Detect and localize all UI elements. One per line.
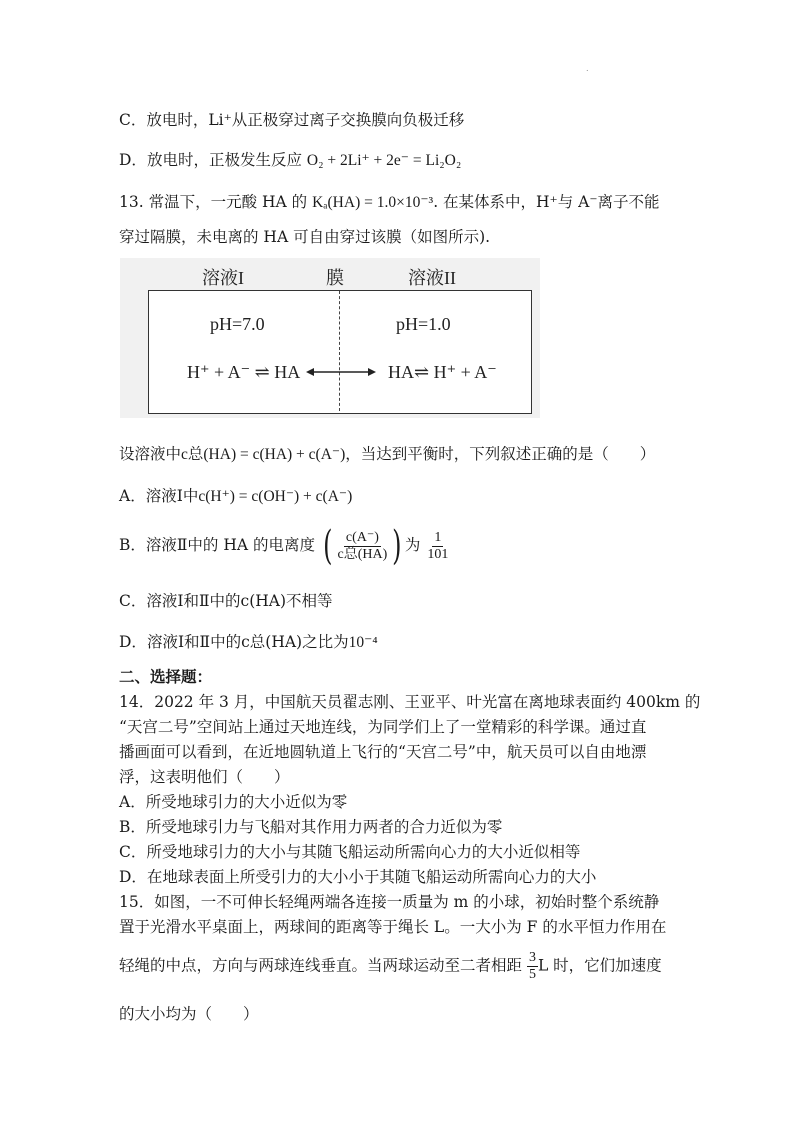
solution-1-title: 溶液I <box>202 268 244 288</box>
membrane-title: 膜 <box>326 268 344 288</box>
q12-option-d-text: 放电时，正极发生反应 <box>146 151 302 169</box>
q13-option-c <box>119 589 333 611</box>
corner-mark: . <box>586 64 589 73</box>
ionization-degree-fraction: ( $\frac{c(A^-)}{\text{c总(HA)}}$ ) <box>323 523 402 569</box>
q13-ka-formula: Kₐ(HA) = 1.0×10⁻³ <box>312 194 434 211</box>
q13-option-c-label: C． <box>119 592 147 610</box>
q13-condition-text-b: ，当达到平衡时，下列叙述正确的是（ ） <box>345 445 656 463</box>
q14-stem-line4: 浮，这表明他们（ ） <box>119 768 290 786</box>
distance-denominator: 5 <box>528 967 536 982</box>
q13-condition-formula: c总(HA) = c(HA) + c(A⁻) <box>181 446 346 463</box>
q14-stem-line2: “天宫二号”空间站上通过天地连线，为同学们上了一堂精彩的科学课。通过直 <box>119 718 647 736</box>
q12-option-c-label: C． <box>119 111 147 129</box>
q12-option-d <box>119 148 461 170</box>
solution-1-ph: pH=7.0 <box>210 314 265 334</box>
q14-option-d: D．在地球表面上所受引力的大小小于其随飞船运动所需向心力的大小 <box>119 868 597 886</box>
q14-option-c: C．所受地球引力的大小与其随飞船运动所需向心力的大小近似相等 <box>119 843 581 861</box>
q13-option-d-text: 溶液Ⅰ和Ⅱ中的c总(HA)之比为 <box>146 633 349 651</box>
q15-stem-text-a: 轻绳的中点，方向与两球连线垂直。当两球运动至二者相距 <box>119 956 523 975</box>
q12-option-c <box>119 108 464 130</box>
q13-option-a <box>119 484 352 506</box>
q15-stem-line1: 15．如图，一不可伸长轻绳两端各连接一质量为 m 的小球，初始时整个系统静 <box>119 893 660 911</box>
q15-stem-line2: 置于光滑水平桌面上，两球间的距离等于绳长 L。一大小为 F 的水平恒力作用在 <box>119 918 667 936</box>
value-denominator: 101 <box>427 546 449 562</box>
q12-option-d-label: D． <box>119 151 147 169</box>
q13-option-d-label: D． <box>119 633 147 651</box>
q14-stem-line1: 14．2022 年 3 月，中国航天员翟志刚、王亚平、叶光富在离地球表面约 400km 的 <box>119 693 701 711</box>
q13-option-d <box>119 630 378 652</box>
q13-option-b-mid: 为 <box>404 536 421 554</box>
solution-2-equilibrium: HA⇌ H⁺ + A⁻ <box>388 362 497 382</box>
q13-option-b-text: 溶液Ⅱ中的 HA 的电离度 <box>145 536 315 554</box>
value-numerator: 1 <box>434 529 442 545</box>
q13-stem-line1 <box>119 190 660 212</box>
distance-numerator: 3 <box>528 950 536 965</box>
q13-option-a-label: A． <box>119 487 146 505</box>
q13-option-b-label: B． <box>119 536 146 554</box>
q14-option-b: B．所受地球引力与飞船对其作用力两者的合力近似为零 <box>119 818 503 836</box>
q14-stem-line3: 播画面可以看到，在近地圆轨道上飞行的“天宫二号”中，航天员可以自由地漂 <box>119 743 647 761</box>
q15-stem-text-b: L 时，它们加速度 <box>537 956 662 975</box>
q13-stem-text-b: . 在某体系中，H⁺与 A⁻离子不能 <box>433 193 660 211</box>
q13-option-a-formula: c(H⁺) = c(OH⁻) + c(A⁻) <box>198 488 353 505</box>
solution-1-equilibrium: H⁺ + A⁻ ⇌ HA <box>187 362 301 382</box>
fraction-numerator: c(A⁻) <box>345 529 379 545</box>
distance-fraction <box>527 950 538 983</box>
q13-condition-text-a: 设溶液中 <box>119 445 182 463</box>
q12-option-c-text: 放电时，Li⁺从正极穿过离子交换膜向负极迁移 <box>146 111 465 129</box>
ionization-value-fraction <box>425 530 450 563</box>
q13-option-c-text: 溶液Ⅰ和Ⅱ中的c(HA)不相等 <box>146 592 333 610</box>
membrane-diagram <box>120 258 540 418</box>
q13-option-d-value: 10⁻⁴ <box>348 634 378 651</box>
fraction-denominator: c总(HA) <box>337 546 388 562</box>
q15-stem-line3 <box>119 950 662 983</box>
q12-option-d-formula: O₂ + 2Li⁺ + 2e⁻ = Li₂O₂ <box>306 152 462 169</box>
q14-option-a: A．所受地球引力的大小近似为零 <box>119 793 348 811</box>
q13-option-b <box>119 523 450 569</box>
double-arrow-icon <box>120 258 540 418</box>
q13-stem-line2: 穿过隔膜，未电离的 HA 可自由穿过该膜（如图所示). <box>119 228 491 246</box>
solution-2-ph: pH=1.0 <box>396 314 451 334</box>
q13-condition <box>119 442 655 464</box>
q13-stem-text-a: 13. 常温下，一元酸 HA 的 <box>119 193 308 211</box>
section-2-title: 二、选择题： <box>119 667 213 686</box>
q13-option-a-text: 溶液Ⅰ中 <box>145 487 199 505</box>
solution-2-title: 溶液II <box>408 268 456 288</box>
q15-stem-line4: 的大小均为（ ） <box>119 1005 259 1023</box>
